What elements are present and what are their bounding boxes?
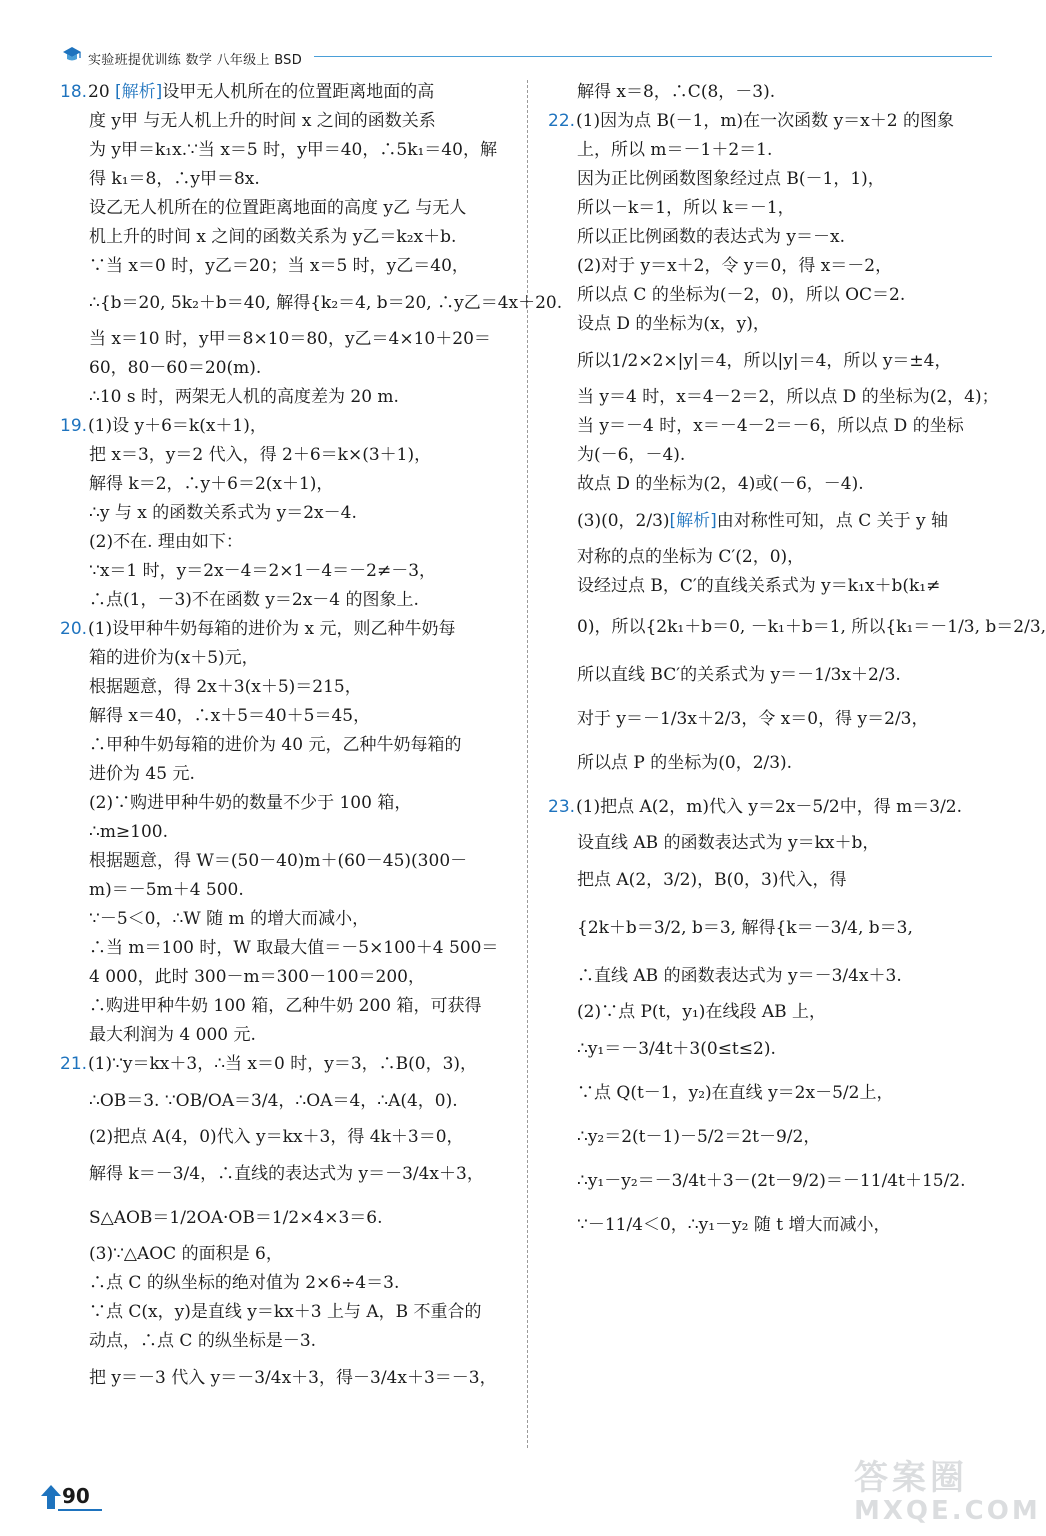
question-number: 18. [60, 82, 88, 102]
line-text: ∴甲种牛奶每箱的进价为 40 元，乙种牛奶每箱的 [89, 735, 462, 755]
text-line [60, 876, 522, 905]
line-text: 0)，所以{2k₁＋b＝0, －k₁＋b＝1, 所以{k₁＝－1/3, b＝2/3, [577, 617, 1046, 637]
page-number: 90 [62, 1484, 90, 1508]
line-text: 箱的进价为(x＋5)元， [89, 648, 259, 668]
question-start-line [548, 785, 996, 829]
text-line [548, 194, 996, 223]
text-line [548, 223, 996, 252]
line-text: 所以1/2×2×|y|＝4，所以|y|＝4，所以 y＝±4， [577, 351, 952, 371]
line-text: 当 y＝4 时，x＝4－2＝2，所以点 D 的坐标为(2，4)； [577, 387, 999, 407]
text-line [60, 354, 522, 383]
line-text: (1)∵y＝kx＋3，∴当 x＝0 时，y＝3，∴B(0，3)， [88, 1054, 478, 1074]
question-number: 21. [60, 1054, 88, 1074]
text-line [60, 1123, 522, 1152]
text-line [60, 1327, 522, 1356]
text-line [548, 858, 996, 902]
line-text: ∵－5＜0，∴W 随 m 的增大而减小， [89, 909, 370, 929]
text-line [548, 1159, 996, 1203]
line-text: 解得 x＝40，∴x＋5＝40＋5＝45， [89, 706, 371, 726]
line-text: (3)∵△AOC 的面积是 6， [89, 1244, 283, 1264]
line-text: 60，80－60＝20(m). [89, 358, 262, 378]
line-text: ∴y₁＝－3/4t＋3(0≤t≤2). [577, 1039, 776, 1059]
up-arrow-icon [40, 1484, 62, 1510]
book-graduation-icon [62, 45, 82, 65]
analysis-tag: [解析] [669, 511, 717, 531]
text-line [548, 829, 996, 858]
line-text: 设乙无人机所在的位置距离地面的高度 y乙 与无人 [89, 198, 467, 218]
text-line [60, 992, 522, 1021]
question-number: 23. [548, 797, 576, 817]
line-text: ∴{b＝20, 5k₂＋b＝40, 解得{k₂＝4, b＝20, ∴y乙＝4x＋20. [89, 293, 563, 313]
line-text: 故点 D 的坐标为(2，4)或(－6，－4). [577, 474, 864, 494]
text-line [60, 731, 522, 760]
text-line [60, 528, 522, 557]
text-line [60, 557, 522, 586]
question-number: 22. [548, 111, 576, 131]
line-text: ∴当 m＝100 时，W 取最大值＝－5×100＋4 500＝ [89, 938, 499, 958]
text-line [548, 339, 996, 383]
text-line [60, 281, 563, 325]
line-text: (2)把点 A(4，0)代入 y＝kx＋3，得 4k＋3＝0， [89, 1127, 464, 1147]
text-line [60, 818, 522, 847]
line-text: (1)设 y＋6＝k(x＋1)， [88, 416, 267, 436]
page-header [62, 46, 992, 68]
text-line [60, 107, 522, 136]
text-line [60, 470, 522, 499]
analysis-tag: [解析] [115, 82, 163, 102]
question-number: 20. [60, 619, 88, 639]
line-text-after-tag: 设甲无人机所在的位置距离地面的高 [162, 82, 435, 102]
line-text: (3)(0，2/3) [577, 511, 670, 531]
text-line [60, 194, 522, 223]
text-line [548, 1203, 996, 1247]
line-text: ∴y 与 x 的函数关系式为 y＝2x－4. [89, 503, 357, 523]
line-text: ∵－11/4＜0，∴y₁－y₂ 随 t 增大而减小， [577, 1215, 891, 1235]
text-line [60, 673, 522, 702]
line-text: 为 y甲＝k₁x.∵当 x＝5 时，y甲＝40，∴5k₁＝40，解 [89, 140, 497, 160]
text-line [60, 1196, 522, 1240]
line-text: 4 000，此时 300－m＝300－100＝200， [89, 967, 425, 987]
line-text: 解得 x＝8，∴C(8，－3). [577, 82, 776, 102]
line-text: ∵x＝1 时，y＝2x－4＝2×1－4＝－2≠－3， [89, 561, 437, 581]
line-text: ∵当 x＝0 时，y乙＝20；当 x＝5 时，y乙＝40， [89, 256, 469, 276]
right-column [548, 78, 1046, 1247]
page-footer [40, 1482, 102, 1512]
line-text: ∴购进甲种牛奶 100 箱，乙种牛奶 200 箱，可获得 [89, 996, 482, 1016]
line-text: ∴y₁－y₂＝－3/4t＋3－(2t－9/2)＝－11/4t＋15/2. [577, 1171, 966, 1191]
text-line [60, 252, 522, 281]
text-line [548, 281, 996, 310]
text-line [60, 702, 522, 731]
line-text: S△AOB＝1/2OA·OB＝1/2×4×3＝6. [89, 1208, 383, 1228]
line-text: 动点，∴点 C 的纵坐标是－3. [89, 1331, 317, 1351]
line-text: 所以点 P 的坐标为(0，2/3). [577, 753, 793, 773]
line-text: 解得 k＝2，∴y＋6＝2(x＋1)， [89, 474, 334, 494]
page-number-underline [58, 1509, 102, 1511]
text-line [60, 223, 522, 252]
text-line [60, 644, 522, 673]
line-text: (2)∵购进甲种牛奶的数量不少于 100 箱， [89, 793, 412, 813]
text-line [60, 1240, 522, 1269]
text-line [60, 760, 522, 789]
text-line [60, 1021, 522, 1050]
line-text: 解得 k＝－3/4，∴直线的表达式为 y＝－3/4x＋3， [89, 1164, 484, 1184]
text-line [548, 1027, 996, 1071]
line-text: m)＝－5m＋4 500. [89, 880, 244, 900]
line-text: (1)设甲种牛奶每箱的进价为 x 元，则乙种牛奶每 [88, 619, 456, 639]
line-text: 把 y＝－3 代入 y＝－3/4x＋3，得－3/4x＋3＝－3， [89, 1368, 497, 1388]
text-line [548, 543, 996, 572]
text-line [548, 412, 996, 441]
text-line [548, 998, 996, 1027]
line-text: 因为正比例函数图象经过点 B(－1，1)， [577, 169, 885, 189]
text-line [548, 383, 999, 412]
line-text: 对称的点的坐标为 C′(2，0)， [577, 547, 805, 567]
line-text: (2)对于 y＝x＋2，令 y＝0，得 x＝－2， [577, 256, 893, 276]
line-text: 进价为 45 元. [89, 764, 195, 784]
line-text: ∴10 s 时，两架无人机的高度差为 20 m. [89, 387, 399, 407]
text-line [60, 1298, 522, 1327]
question-number: 19. [60, 416, 88, 436]
question-start-line [60, 412, 522, 441]
text-line [60, 136, 522, 165]
text-line [60, 586, 522, 615]
line-text: 根据题意，得 2x＋3(x＋5)＝215， [89, 677, 362, 697]
text-line [60, 165, 522, 194]
text-line [548, 78, 996, 107]
line-text: ∴点 C 的纵坐标的绝对值为 2×6÷4＝3. [89, 1273, 400, 1293]
question-start-line [60, 78, 522, 107]
text-line [548, 601, 1046, 653]
line-text: 机上升的时间 x 之间的函数关系为 y乙＝k₂x＋b. [89, 227, 457, 247]
line-text: 把 x＝3，y＝2 代入，得 2＋6＝k×(3＋1)， [89, 445, 432, 465]
line-text: 最大利润为 4 000 元. [89, 1025, 256, 1045]
line-text: 根据题意，得 W＝(50－40)m＋(60－45)(300－ [89, 851, 468, 871]
text-line [60, 1079, 522, 1123]
text-line [60, 441, 522, 470]
text-line [548, 1115, 996, 1159]
watermark-top: 答案圈 [854, 1458, 968, 1498]
question-start-line [60, 1050, 522, 1079]
text-line [60, 499, 522, 528]
text-line [60, 847, 522, 876]
text-line [548, 1071, 996, 1115]
text-line [60, 383, 522, 412]
line-text: 所以－k＝1，所以 k＝－1， [577, 198, 795, 218]
line-text: 20 [88, 82, 116, 102]
line-text: (1)把点 A(2，m)代入 y＝2x－5/2中，得 m＝3/2. [576, 797, 963, 817]
line-text: 设经过点 B，C′的直线关系式为 y＝k₁x＋b(k₁≠ [577, 576, 941, 596]
header-rule [314, 56, 992, 57]
text-line [548, 441, 996, 470]
line-text: {2k＋b＝3/2, b＝3, 解得{k＝－3/4, b＝3, [577, 918, 913, 938]
text-line [60, 905, 522, 934]
line-text: ∴OB＝3. ∵OB/OA＝3/4，∴OA＝4，∴A(4，0). [89, 1091, 458, 1111]
text-line [548, 252, 996, 281]
text-line [548, 741, 996, 785]
line-text: (2)不在. 理由如下： [89, 532, 243, 552]
text-line [548, 572, 996, 601]
line-text: 当 y＝－4 时，x＝－4－2＝－6，所以点 D 的坐标 [577, 416, 964, 436]
line-text: ∵点 Q(t－1，y₂)在直线 y＝2x－5/2上， [577, 1083, 894, 1103]
line-text: ∴点(1，－3)不在函数 y＝2x－4 的图象上. [89, 590, 419, 610]
watermark-logo [854, 1450, 1041, 1530]
line-text: 上，所以 m＝－1＋2＝1. [577, 140, 773, 160]
line-text: 对于 y＝－1/3x＋2/3，令 x＝0，得 y＝2/3， [577, 709, 929, 729]
line-text: 所以直线 BC′的关系式为 y＝－1/3x＋2/3. [577, 665, 901, 685]
text-line [60, 325, 522, 354]
question-start-line [548, 107, 996, 136]
line-text: ∴y₂＝2(t－1)－5/2＝2t－9/2， [577, 1127, 821, 1147]
text-line [548, 165, 996, 194]
line-text: (2)∵点 P(t，y₁)在线段 AB 上， [577, 1002, 827, 1022]
line-text: ∴m≥100. [89, 822, 169, 842]
line-text: 得 k₁＝8，∴y甲＝8x. [89, 169, 260, 189]
text-line [548, 499, 996, 543]
line-text: 设点 D 的坐标为(x，y)， [577, 314, 770, 334]
line-text-after-tag: 由对称性可知，点 C 关于 y 轴 [716, 511, 949, 531]
text-line [60, 934, 522, 963]
book-title: 实验班提优训练 数学 八年级上 BSD [88, 53, 303, 68]
text-line [548, 954, 996, 998]
text-line [548, 902, 996, 954]
question-start-line [60, 615, 522, 644]
text-line [60, 963, 522, 992]
line-text: ∴直线 AB 的函数表达式为 y＝－3/4x＋3. [577, 966, 902, 986]
line-text: 当 x＝10 时，y甲＝8×10＝80，y乙＝4×10＋20＝ [89, 329, 491, 349]
line-text: 度 y甲 与无人机上升的时间 x 之间的函数关系 [89, 111, 436, 131]
text-line [548, 310, 996, 339]
text-line [548, 136, 996, 165]
text-line [60, 1356, 522, 1400]
text-line [548, 697, 996, 741]
line-text: (1)因为点 B(－1，m)在一次函数 y＝x＋2 的图象 [576, 111, 954, 131]
line-text: ∵点 C(x，y)是直线 y＝kx＋3 上与 A，B 不重合的 [89, 1302, 482, 1322]
line-text: 为(－6，－4). [577, 445, 686, 465]
line-text: 把点 A(2，3/2)，B(0，3)代入，得 [577, 870, 847, 890]
text-line [60, 1269, 522, 1298]
line-text: 所以点 C 的坐标为(－2，0)，所以 OC＝2. [577, 285, 906, 305]
text-line [60, 789, 522, 818]
line-text: 所以正比例函数的表达式为 y＝－x. [577, 227, 845, 247]
text-line [548, 470, 996, 499]
text-line [548, 653, 996, 697]
watermark-bottom: MXQE.COM [854, 1496, 1041, 1526]
text-line [60, 1152, 522, 1196]
line-text: 设直线 AB 的函数表达式为 y＝kx＋b， [577, 833, 880, 853]
